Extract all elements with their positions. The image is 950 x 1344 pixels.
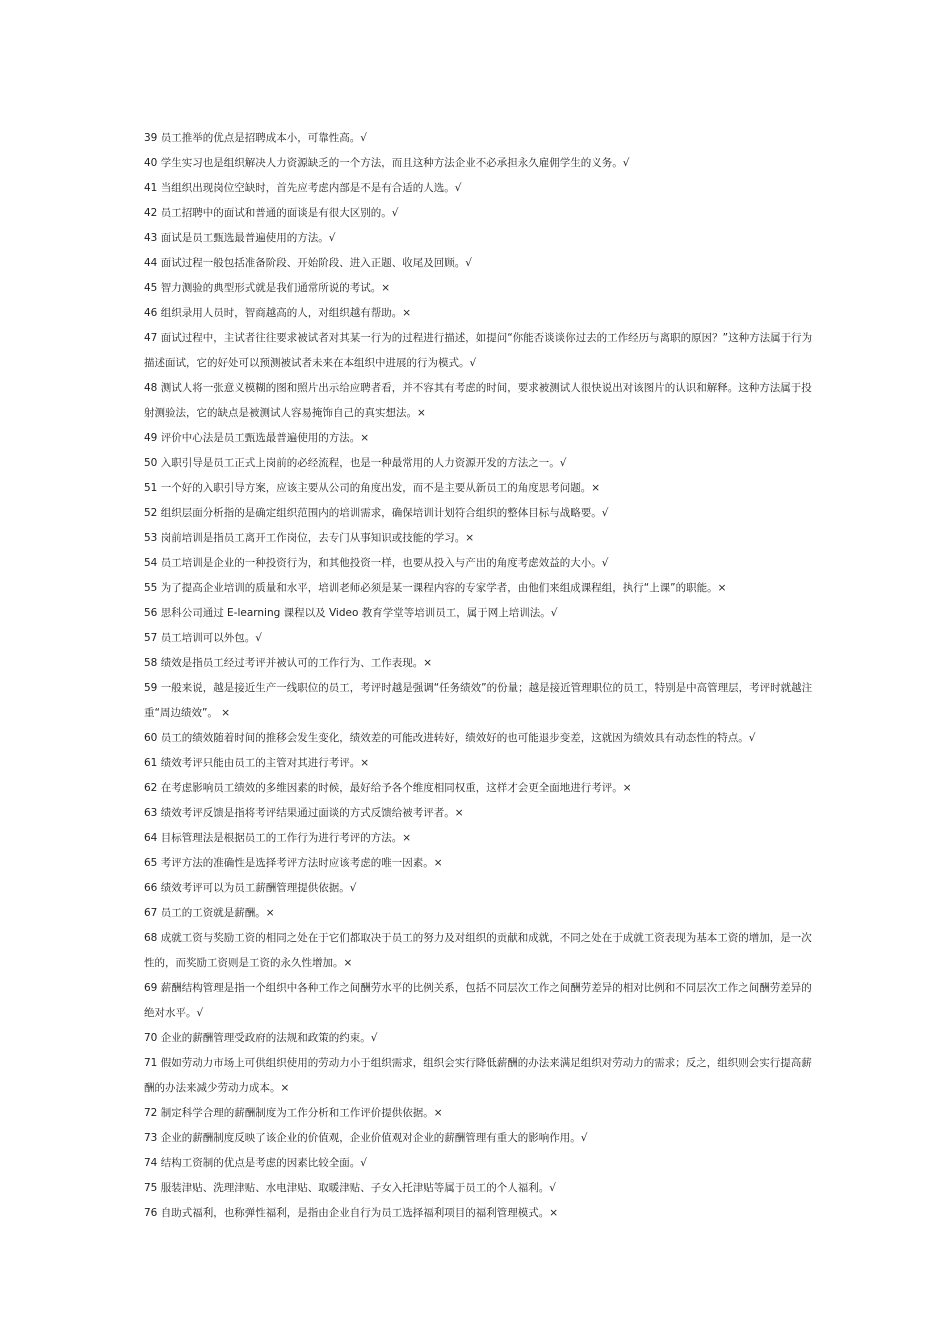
question-item: 42 员工招聘中的面试和普通的面谈是有很大区别的。√ [144, 207, 399, 219]
question-item: 44 面试过程一般包括准备阶段、开始阶段、进入正题、收尾及回顾。√ [144, 257, 472, 269]
question-item: 45 智力测验的典型形式就是我们通常所说的考试。× [144, 282, 390, 294]
question-item: 62 在考虑影响员工绩效的多维因素的时候，最好给予各个维度相同权重，这样才会更全面地进行考评。× [144, 782, 632, 794]
question-item: 48 测试人将一张意义模糊的图和照片出示给应聘者看，并不容其有考虑的时间，要求被测试人很快说出对该图片的认识和解释。这种方法属于投射测验法，它的缺点是被测试人容易掩饰自己的真实想法。× [144, 382, 812, 419]
question-item: 63 绩效考评反馈是指将考评结果通过面谈的方式反馈给被考评者。× [144, 807, 464, 819]
question-item: 70 企业的薪酬管理受政府的法规和政策的约束。√ [144, 1032, 378, 1044]
question-item: 56 思科公司通过 E-learning 课程以及 Video 教育学堂等培训员工，属于网上培训法。√ [144, 607, 558, 619]
question-item: 66 绩效考评可以为员工薪酬管理提供依据。√ [144, 882, 357, 894]
question-item: 41 当组织出现岗位空缺时，首先应考虑内部是不是有合适的人选。√ [144, 182, 462, 194]
question-item: 60 员工的绩效随着时间的推移会发生变化，绩效差的可能改进转好，绩效好的也可能退步变差，这就因为绩效具有动态性的特点。√ [144, 732, 756, 744]
question-item: 51 一个好的入职引导方案，应该主要从公司的角度出发，而不是主要从新员工的角度思考问题。× [144, 482, 600, 494]
question-item: 57 员工培训可以外包。√ [144, 632, 262, 644]
question-item: 50 入职引导是员工正式上岗前的必经流程，也是一种最常用的人力资源开发的方法之一。√ [144, 457, 567, 469]
question-item: 55 为了提高企业培训的质量和水平，培训老师必须是某一课程内容的专家学者，由他们来组成课程组，执行“上课”的职能。× [144, 582, 727, 594]
question-item: 59 一般来说，越是接近生产一线职位的员工，考评时越是强调“任务绩效”的份量；越是接近管理职位的员工，特别是中高管理层，考评时就越注重“周边绩效”。 × [144, 682, 813, 719]
question-item: 58 绩效是指员工经过考评并被认可的工作行为、工作表现。× [144, 657, 432, 669]
question-item: 47 面试过程中，主试者往往要求被试者对其某一行为的过程进行描述，如提问“你能否谈谈你过去的工作经历与离职的原因？”这种方法属于行为描述面试，它的好处可以预测被试者未来在本组织中进展的行为模式。√ [144, 332, 813, 369]
question-item: 52 组织层面分析指的是确定组织范围内的培训需求，确保培训计划符合组织的整体目标与战略要。√ [144, 507, 609, 519]
question-item: 40 学生实习也是组织解决人力资源缺乏的一个方法，而且这种方法企业不必承担永久雇佣学生的义务。√ [144, 157, 630, 169]
question-item: 49 评价中心法是员工甄选最普遍使用的方法。× [144, 432, 369, 444]
question-item: 65 考评方法的准确性是选择考评方法时应该考虑的唯一因素。× [144, 857, 443, 869]
question-item: 68 成就工资与奖励工资的相同之处在于它们都取决于员工的努力及对组织的贡献和成就，不同之处在于成就工资表现为基本工资的增加，是一次性的，而奖励工资则是工资的永久性增加。× [144, 932, 812, 969]
question-item: 39 员工推举的优点是招聘成本小，可靠性高。√ [144, 132, 367, 144]
question-item: 53 岗前培训是指员工离开工作岗位，去专门从事知识或技能的学习。× [144, 532, 474, 544]
question-item: 71 假如劳动力市场上可供组织使用的劳动力小于组织需求，组织会实行降低薪酬的办法来满足组织对劳动力的需求；反之，组织则会实行提高薪酬的办法来减少劳动力成本。× [144, 1057, 812, 1094]
question-item: 72 制定科学合理的薪酬制度为工作分析和工作评价提供依据。× [144, 1107, 443, 1119]
question-item: 73 企业的薪酬制度反映了该企业的价值观，企业价值观对企业的薪酬管理有重大的影响作用。√ [144, 1132, 588, 1144]
question-item: 64 目标管理法是根据员工的工作行为进行考评的方法。× [144, 832, 411, 844]
question-item: 75 服装津贴、洗理津贴、水电津贴、取暖津贴、子女入托津贴等属于员工的个人福利。√ [144, 1182, 556, 1194]
question-item: 43 面试是员工甄选最普遍使用的方法。√ [144, 232, 336, 244]
question-list [144, 126, 814, 1226]
question-item: 46 组织录用人员时，智商越高的人，对组织越有帮助。× [144, 307, 411, 319]
question-item: 76 自助式福利，也称弹性福利，是指由企业自行为员工选择福利项目的福利管理模式。× [144, 1207, 558, 1219]
question-item: 67 员工的工资就是薪酬。× [144, 907, 275, 919]
question-item: 54 员工培训是企业的一种投资行为，和其他投资一样，也要从投入与产出的角度考虑效益的大小。√ [144, 557, 609, 569]
question-item: 69 薪酬结构管理是指一个组织中各种工作之间酬劳水平的比例关系，包括不同层次工作之间酬劳差异的相对比例和不同层次工作之间酬劳差异的绝对水平。√ [144, 982, 812, 1019]
question-item: 74 结构工资制的优点是考虑的因素比较全面。√ [144, 1157, 367, 1169]
question-item: 61 绩效考评只能由员工的主管对其进行考评。× [144, 757, 369, 769]
